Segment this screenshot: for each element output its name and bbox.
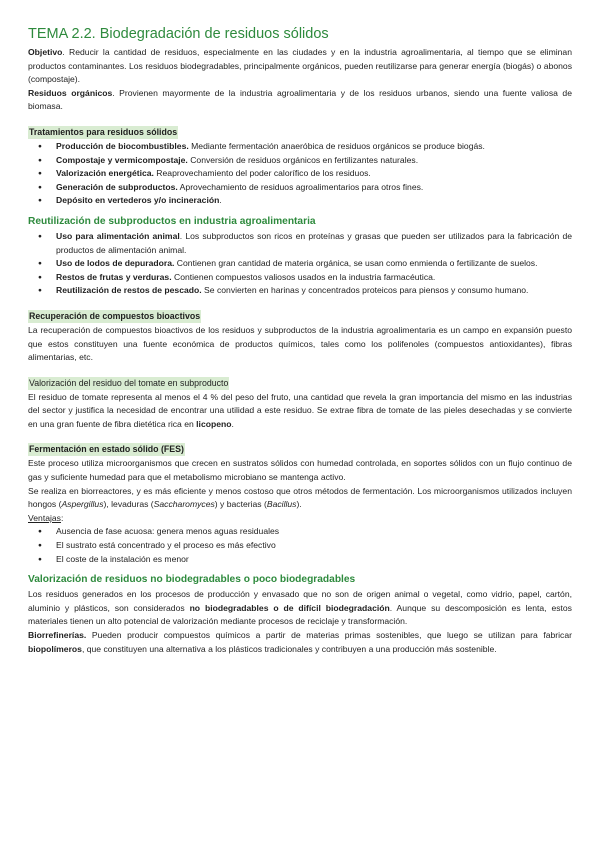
recuperacion-section	[28, 306, 572, 365]
fes-italic: Bacillus	[266, 499, 297, 510]
biorrefinerias-paragraph	[28, 629, 572, 656]
list-item	[56, 257, 572, 271]
list-item: ● Ausencia de fase acuosa: genera menos aguas residuales	[56, 525, 572, 539]
list-item	[56, 284, 572, 298]
biorrefinerias-label: Biorrefinerías.	[28, 630, 87, 640]
ventajas-label-line	[28, 512, 572, 526]
item-text: Mediante fermentación anaeróbica de residuos orgánicos se produce biogás.	[188, 140, 485, 151]
item-bold: Generación de subproductos.	[56, 181, 178, 192]
no-biodeg-text: Los residuos generados en los procesos de producción y envasado que no son de origen animal o vegetal, como vidrio, papel, cartón, aluminio y plásticos, son considerados	[28, 589, 572, 613]
fes-text: ) y bacterias (	[214, 499, 267, 510]
page-title: TEMA 2.2. Biodegradación de residuos sólidos	[28, 26, 329, 42]
objetivo-text: . Reducir la cantidad de residuos, especialmente en las ciudades y en la industria agroalimentaria, al tiempo que se eliminan productos contaminantes. Los residuos biodegradables, principalmente orgánicos, pueden reutilizarse para generar energía (biogás) o abonos (compostaje).	[28, 47, 572, 85]
list-item	[56, 230, 572, 257]
item-bold: Depósito en vertederos y/o incineración	[56, 195, 220, 206]
item-bold: Reutilización de restos de pescado.	[56, 285, 202, 296]
item-text: .	[219, 195, 222, 206]
no-biodeg-bold: no biodegradables o de difícil biodegradación	[189, 602, 390, 613]
fes-paragraph-1: Este proceso utiliza microorganismos que crecen en sustratos sólidos con humedad controlada, en soportes sólidos con un flujo continuo de gas y suficiente humedad para que el metabolismo microbiano se mantenga activo.	[28, 458, 572, 483]
item-text: Contienen compuestos valiosos usados en la industria farmacéutica.	[171, 271, 436, 282]
tomate-paragraph	[28, 391, 572, 432]
item-bold: Uso de lodos de depuradora.	[56, 258, 175, 269]
biorrefinerias-text: Pueden producir compuestos químicos a partir de materias primas sostenibles, que luego se utilizan para fabricar	[86, 630, 572, 640]
item-text: Se convierten en harinas y concentrados proteicos para piensos y consumo humano.	[201, 285, 529, 296]
biorrefinerias-text: , que constituyen una alternativa a los plásticos tradicionales y contribuyen a una producción más sostenible.	[81, 643, 497, 654]
item-text: Aprovechamiento de residuos agroalimentarios para otros fines.	[177, 181, 424, 192]
document-page	[28, 26, 572, 656]
tratamientos-list	[28, 140, 572, 208]
list-item	[56, 167, 572, 181]
reutilizacion-list	[28, 230, 572, 298]
no-biodeg-paragraph	[28, 588, 572, 629]
list-item	[56, 154, 572, 168]
biopolimeros-bold: biopolímeros	[28, 643, 82, 654]
list-item	[56, 181, 572, 195]
item-bold: Restos de frutas y verduras.	[56, 271, 172, 282]
tomate-section	[28, 373, 572, 432]
organicos-paragraph	[28, 87, 572, 114]
item-bold: Valorización energética.	[56, 168, 154, 179]
list-item	[56, 140, 572, 154]
item-text: . Los subproductos son ricos en proteínas y grasas que pueden ser utilizados para la fabricación de productos de alimentación animal.	[56, 230, 573, 255]
item-bold: Producción de biocombustibles.	[56, 140, 189, 151]
recuperacion-paragraph: La recuperación de compuestos bioactivos de los residuos y subproductos de la industria agroalimentaria es un campo en expansión puesto que estos constituyen una fuente económica de productos químicos, tales como los polifenoles (compuestos antioxidantes), fibras alimentarias, etc.	[28, 324, 572, 363]
recuperacion-heading: Recuperación de compuestos bioactivos	[29, 310, 201, 321]
ventajas-label: Ventajas	[28, 512, 61, 523]
tomate-heading: Valorización del residuo del tomate en subproducto	[29, 377, 229, 388]
fes-italic: Saccharomyces	[153, 499, 215, 510]
item-text: Conversión de residuos orgánicos en fertilizantes naturales.	[187, 154, 419, 165]
objetivo-paragraph	[28, 46, 572, 87]
tomate-end: .	[231, 418, 234, 429]
fes-italic: Aspergillus	[61, 499, 104, 510]
tratamientos-heading: Tratamientos para residuos sólidos	[29, 126, 178, 137]
list-item: ● El coste de la instalación es menor	[56, 553, 572, 567]
ventajas-list	[28, 525, 572, 566]
item-bold: Compostaje y vermicompostaje.	[56, 154, 188, 165]
fes-text: Se realiza en biorreactores, y es más eficiente y menos costoso que otros métodos de fermentación. Los microorganismos utilizados incluyen hongos (	[28, 485, 572, 510]
fes-section	[28, 439, 572, 566]
tratamientos-section	[28, 122, 572, 208]
fes-text: ), levaduras (	[103, 499, 154, 510]
organicos-text: . Provienen mayormente de la industria agroalimentaria y de los residuos urbanos, siendo una fuente valiosa de biomasa.	[28, 87, 572, 112]
tomate-bold: licopeno	[196, 418, 232, 429]
fes-heading: Fermentación en estado sólido (FES)	[29, 444, 184, 455]
reutilizacion-heading: Reutilización de subproductos en industria agroalimentaria	[28, 215, 316, 227]
list-item	[56, 194, 572, 208]
item-bold: Uso para alimentación animal	[56, 230, 180, 241]
no-biodeg-text: . Aunque su descomposición es lenta, estos materiales tienen un alto potencial de valorización mediante procesos de reciclaje y transformación.	[28, 602, 572, 627]
ventajas-colon: :	[60, 512, 64, 523]
list-item: ● El sustrato está concentrado y el proceso es más efectivo	[56, 539, 572, 553]
fes-text: ).	[296, 499, 302, 510]
no-biodeg-heading: Valorización de residuos no biodegradables o poco biodegradables	[28, 574, 356, 586]
item-text: Contienen gran cantidad de materia orgánica, se usan como enmienda o fertilizante de suelos.	[174, 258, 538, 269]
objetivo-label: Objetivo	[28, 47, 63, 57]
organicos-label: Residuos orgánicos	[28, 87, 113, 98]
item-text: Reaprovechamiento del poder calorífico de los residuos.	[153, 168, 371, 179]
fes-paragraph-2	[28, 485, 572, 512]
list-item	[56, 271, 572, 285]
tomate-text: El residuo de tomate representa al menos el 4 % del peso del fruto, una cantidad que revela la gran importancia del mismo en las industrias del sector y justifica la necesidad de encontrar una utilidad a este residuo. Se extrae fibra de tomate de las pieles desechadas y se convierte en una gran fuente de fibra dietética rica en	[28, 391, 572, 429]
